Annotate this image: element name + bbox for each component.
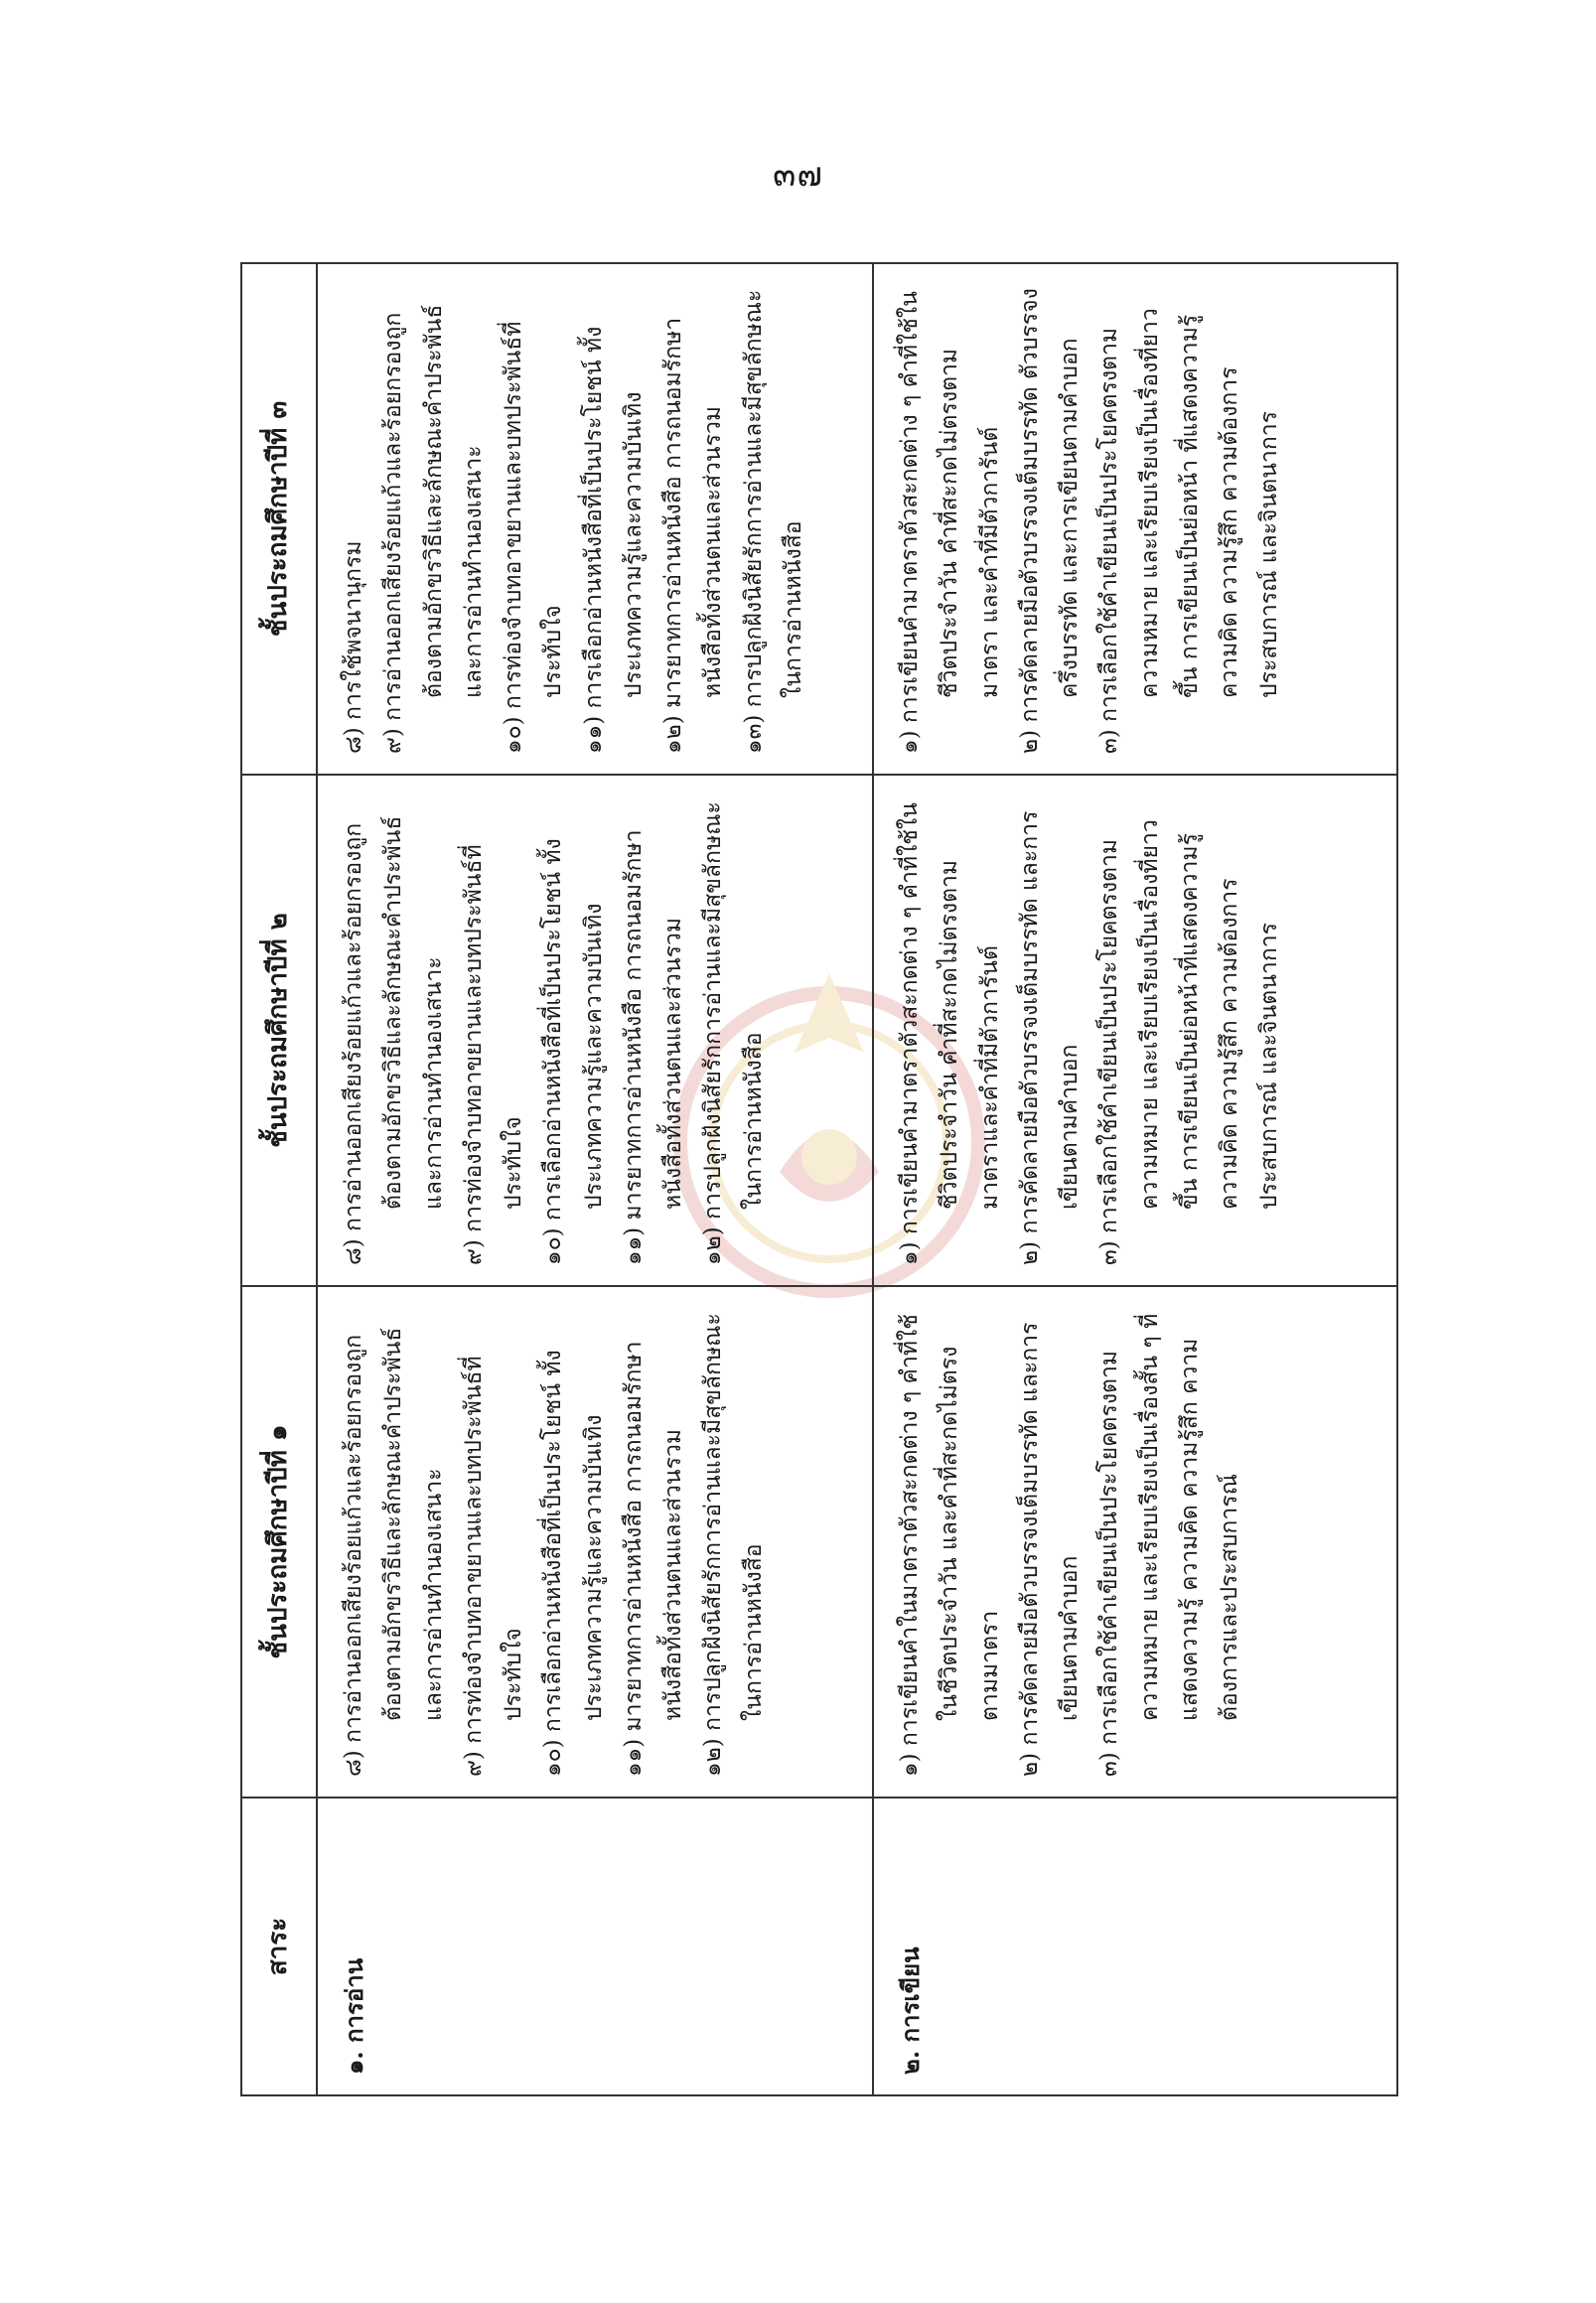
subject-writing: ๒. การเขียน xyxy=(873,1798,1397,2095)
list-item: ๑๓) การปลูกฝังนิสัยรักการอ่านและมีสุขลักษณะในการอ่านหนังสือ xyxy=(740,289,806,754)
list-item: ๑๒) มารยาทการอ่านหนังสือ การถนอมรักษาหนังสือทั้งส่วนตนและส่วนรวม xyxy=(660,317,727,754)
list-item: ๓) การเลือกใช้คำเขียนเป็นประโยคตรงตามความหมาย และเรียบเรียงเป็นเรื่องสั้น ๆ ที่แสดงความรู้ ความคิด ความรู้สึก ความต้องการและประสบการณ์ xyxy=(1096,1313,1242,1777)
list-item: ๑๒) การปลูกฝังนิสัยรักการอ่านและมีสุขลักษณะในการอ่านหนังสือ xyxy=(700,1313,767,1777)
header-grade-1: ชั้นประถมศึกษาปีที่ ๑ xyxy=(241,1286,317,1798)
list-item: ๒) การคัดลายมือตัวบรรจงเต็มบรรทัด ตัวบรรจงครึ่งบรรทัด และการเขียนตามคำบอก xyxy=(1016,288,1083,754)
list-item: ๑) การเขียนคำในมาตราตัวสะกดต่าง ๆ คำที่ใช้ในชีวิตประจำวัน และคำที่สะกดไม่ตรงตามมาตรา xyxy=(897,1314,1003,1777)
list-item: ๒) การคัดลายมือตัวบรรจงเต็มบรรทัด และการเขียนตามคำบอก xyxy=(1016,1322,1083,1777)
list-item: ๘) การอ่านออกเสียงร้อยแก้วและร้อยกรองถูกต้องตามอักขรวิธีและลักษณะคำประพันธ์ และการอ่านทำนองเสนาะ xyxy=(341,815,447,1265)
list-item: ๓) การเลือกใช้คำเขียนเป็นประโยคตรงตามความหมาย และเรียบเรียงเป็นเรื่องที่ยาวขึ้น การเขียนเป็นย่อหน้า ที่แสดงความรู้ ความคิด ความรู้สึก ความต้องการ ประสบการณ์ และจินตนาการ xyxy=(1096,308,1283,754)
list-item: ๑) การเขียนคำมาตราตัวสะกดต่าง ๆ คำที่ใช้ในชีวิตประจำวัน คำที่สะกดไม่ตรงตามมาตรา และคำที่มีตัวการันต์ xyxy=(897,291,1003,754)
list-item: ๑๐) การท่องจำบทอาขยานและบทประพันธ์ที่ประทับใจ xyxy=(501,321,567,754)
list-item: ๑๐) การเลือกอ่านหนังสือที่เป็นประโยชน์ ทั้งประเภทความรู้และความบันเทิง xyxy=(540,838,607,1265)
reading-grade-3 xyxy=(317,263,873,775)
list-item: ๘) การใช้พจนานุกรม xyxy=(341,540,366,754)
list-item: ๓) การเลือกใช้คำเขียนเป็นประโยคตรงตามความหมาย และเรียบเรียงเป็นเรื่องที่ยาวขึ้น การเขียนเป็นย่อหน้าที่แสดงความรู้ ความคิด ความรู้สึก ความต้องการ ประสบการณ์ และจินตนาการ xyxy=(1096,819,1283,1265)
list-item: ๑๑) มารยาทการอ่านหนังสือ การถนอมรักษาหนังสือทั้งส่วนตนและส่วนรวม xyxy=(620,829,686,1265)
list-item: ๑๒) การปลูกฝังนิสัยรักการอ่านและมีสุขลักษณะในการอ่านหนังสือ xyxy=(700,801,767,1265)
writing-grade-3 xyxy=(873,263,1397,775)
list-item: ๑๑) มารยาทการอ่านหนังสือ การถนอมรักษาหนังสือทั้งส่วนตนและส่วนรวม xyxy=(620,1341,686,1777)
list-item: ๙) การท่องจำบทอาขยานและบทประพันธ์ที่ประทับใจ xyxy=(460,844,526,1265)
writing-grade-2 xyxy=(873,775,1397,1286)
header-grade-3: ชั้นประถมศึกษาปีที่ ๓ xyxy=(241,263,317,775)
list-item: ๑๑) การเลือกอ่านหนังสือที่เป็นประโยชน์ ทั้งประเภทความรู้และความบันเทิง xyxy=(580,326,647,754)
list-item: ๑) การเขียนคำมาตราตัวสะกดต่าง ๆ คำที่ใช้ในชีวิตประจำวัน คำที่สะกดไม่ตรงตามมาตราและคำที่มีตัวการันต์ xyxy=(897,802,1003,1265)
reading-grade-1 xyxy=(317,1286,873,1798)
list-item: ๙) การท่องจำบทอาขยานและบทประพันธ์ที่ประทับใจ xyxy=(460,1356,526,1777)
curriculum-table xyxy=(240,262,1398,2096)
subject-reading: ๑. การอ่าน xyxy=(317,1798,873,2095)
writing-grade-1 xyxy=(873,1286,1397,1798)
list-item: ๑๐) การเลือกอ่านหนังสือที่เป็นประโยชน์ ทั้งประเภทความรู้และความบันเทิง xyxy=(540,1350,607,1777)
table-row-reading xyxy=(317,263,873,2095)
table-header-row xyxy=(241,263,317,2095)
header-grade-2: ชั้นประถมศึกษาปีที่ ๒ xyxy=(241,775,317,1286)
reading-grade-2 xyxy=(317,775,873,1286)
list-item: ๘) การอ่านออกเสียงร้อยแก้วและร้อยกรองถูกต้องตามอักขรวิธีและลักษณะคำประพันธ์ และการอ่านทำนองเสนาะ xyxy=(341,1327,447,1777)
table-row-writing xyxy=(873,263,1397,2095)
list-item: ๙) การอ่านออกเสียงร้อยแก้วและร้อยกรองถูกต้องตามอักขรวิธีและลักษณะคำประพันธ์ และการอ่านทำนองเสนาะ xyxy=(380,304,487,754)
header-subject: สาระ xyxy=(241,1798,317,2095)
list-item: ๒) การคัดลายมือตัวบรรจงเต็มบรรทัด และการเขียนตามคำบอก xyxy=(1016,810,1083,1265)
page-number: ๓๗ xyxy=(773,155,823,195)
curriculum-table-rotated xyxy=(240,264,1398,2096)
